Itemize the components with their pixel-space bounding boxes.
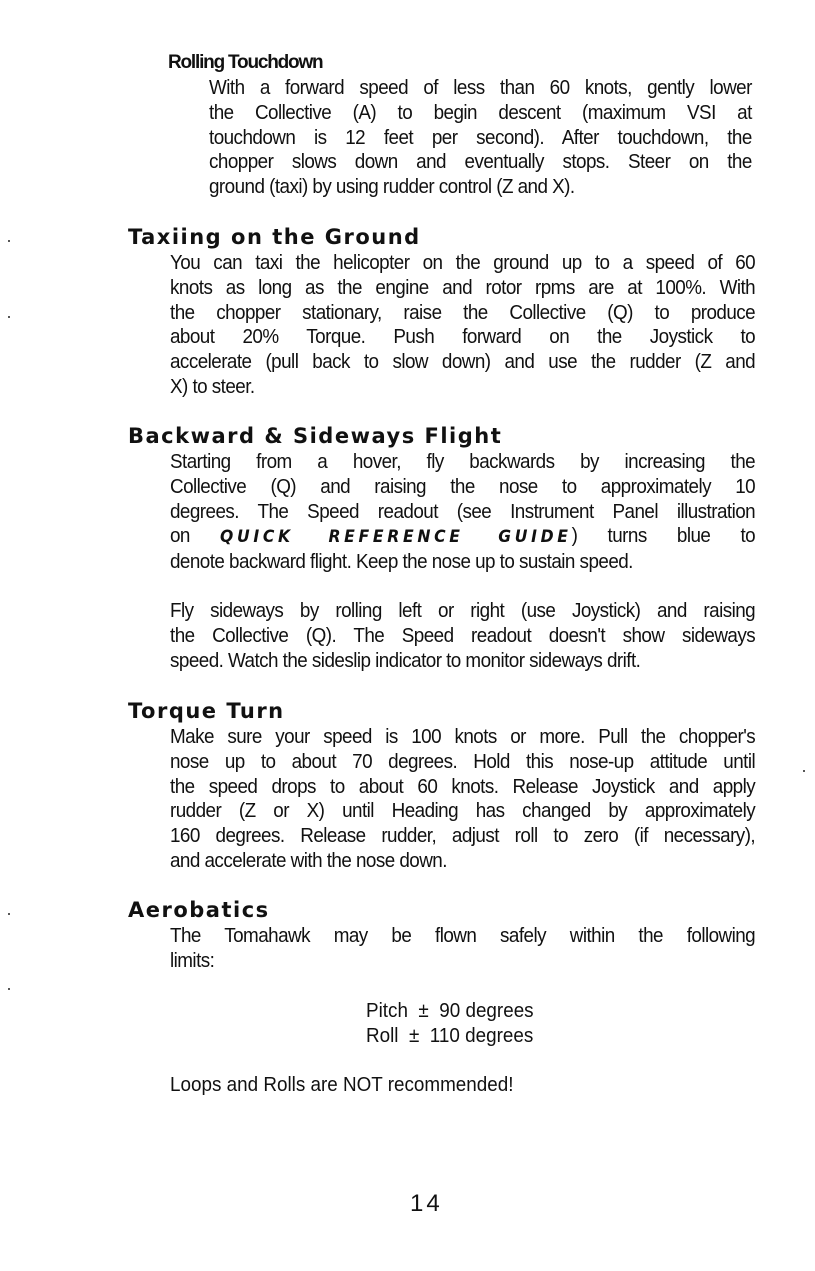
torque-turn-text — [170, 725, 755, 874]
text-fragment: ) turns blue to — [571, 524, 756, 548]
text-line: Collective (Q) and raising the nose to approximately 10 — [170, 474, 756, 498]
scan-speck — [8, 988, 10, 990]
text-line: X) to steer. — [170, 374, 255, 398]
text-line: about 20% Torque. Push forward on the Joystick to — [170, 325, 756, 349]
scan-speck — [8, 913, 10, 915]
text-line: Make sure your speed is 100 knots or more. Pull the chopper's — [170, 725, 756, 748]
text-fragment: on — [170, 524, 190, 548]
text-line: and accelerate with the nose down. — [170, 848, 447, 872]
backward-text-2 — [170, 599, 755, 673]
text-line: speed. Watch the sideslip indicator to monitor sideways drift. — [170, 648, 641, 672]
text-line: the speed drops to about 60 knots. Release Joystick and apply — [170, 774, 756, 798]
text-line: Fly sideways by rolling left or right (use Joystick) and raising — [170, 599, 756, 622]
text-line: Starting from a hover, fly backwards by increasing the — [170, 450, 756, 473]
taxiing-text — [170, 251, 755, 400]
roll-limit: Roll ± 110 degrees — [366, 1024, 534, 1047]
torque-turn-heading: Torque Turn — [128, 699, 285, 723]
text-line: rudder (Z or X) until Heading has changed by approximately — [170, 799, 756, 823]
text-line: ground (taxi) by using rudder control (Z and X). — [209, 175, 575, 199]
text-line: You can taxi the helicopter on the ground up to a speed of 60 — [170, 251, 756, 274]
text-line: denote backward flight. Keep the nose up to sustain speed. — [170, 550, 633, 574]
text-line: touchdown is 12 feet per second). After touchdown, the — [209, 125, 752, 149]
text-line — [170, 524, 755, 550]
text-line: chopper slows down and eventually stops. Steer on the — [209, 150, 752, 174]
text-line: 160 degrees. Release rudder, adjust roll to zero (if necessary), — [170, 824, 756, 848]
rolling-touchdown-text — [209, 76, 752, 200]
scan-speck — [8, 316, 10, 318]
backward-heading: Backward & Sideways Flight — [128, 424, 503, 448]
page-number: 14 — [410, 1190, 443, 1217]
pitch-limit: Pitch ± 90 degrees — [366, 999, 534, 1022]
aerobatics-note: Loops and Rolls are NOT recommended! — [170, 1073, 514, 1096]
text-line: knots as long as the engine and rotor rpms are at 100%. With — [170, 275, 756, 299]
quick-reference-guide-ref: QUICK REFERENCE GUIDE — [220, 527, 572, 548]
text-line: the chopper stationary, raise the Collective (Q) to produce — [170, 300, 756, 324]
aerobatics-heading: Aerobatics — [128, 898, 270, 922]
text-line: nose up to about 70 degrees. Hold this nose-up attitude until — [170, 749, 756, 773]
text-line: degrees. The Speed readout (see Instrument Panel illustration — [170, 499, 756, 523]
backward-text-1 — [170, 450, 755, 575]
text-line: accelerate (pull back to slow down) and use the rudder (Z and — [170, 350, 756, 374]
text-line: the Collective (Q). The Speed readout doesn't show sideways — [170, 623, 756, 647]
text-line: With a forward speed of less than 60 knots, gently lower — [209, 76, 752, 99]
scan-speck — [8, 240, 10, 242]
limits-list — [366, 998, 534, 1048]
rolling-touchdown-title: Rolling Touchdown — [168, 52, 323, 73]
aerobatics-text — [170, 924, 755, 974]
scan-speck — [803, 770, 805, 772]
text-line: limits: — [170, 948, 215, 972]
text-line: the Collective (A) to begin descent (maximum VSI at — [209, 100, 752, 124]
text-line: The Tomahawk may be flown safely within the following — [170, 924, 756, 947]
taxiing-heading: Taxiing on the Ground — [128, 225, 421, 249]
